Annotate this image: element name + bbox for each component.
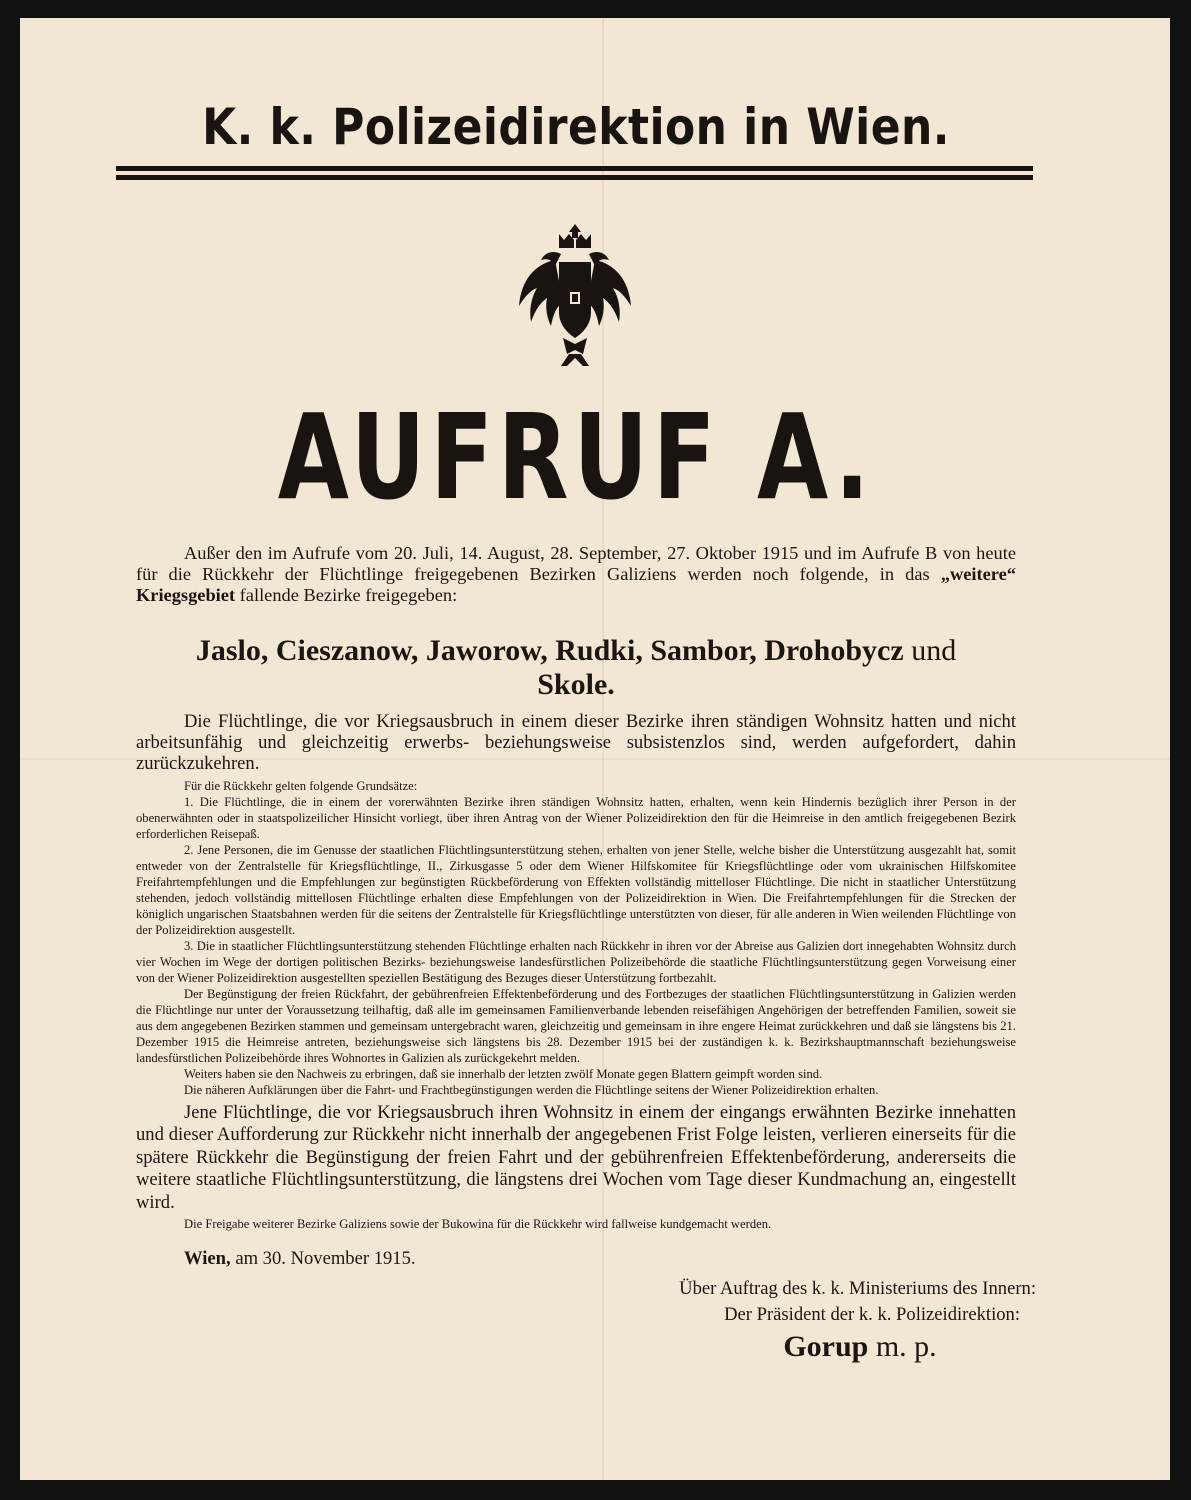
final-note: Die Freigabe weiterer Bezirke Galiziens sowie der Bukowina für die Rückkehr wird fallweise kundgemacht werden.	[184, 1217, 772, 1231]
district-conjunction: und	[903, 634, 957, 667]
issuer-header: K. k. Polizeidirektion in Wien.	[202, 98, 950, 156]
signature-title: Der Präsident der k. k. Polizeidirektion:	[724, 1304, 1020, 1325]
district-names: Jaslo, Cieszanow, Jaworow, Rudki, Sambor, Drohobycz	[195, 634, 904, 667]
principle-info: Die näheren Aufklärungen über die Fahrt- und Frachtbegünstigungen werden die Flüchtlinge seitens der Wiener Polizeidirektion erhalten.	[184, 1083, 879, 1097]
principle-3: 3. Die in staatlicher Flüchtlingsunterstützung stehenden Flüchtlinge erhalten nach Rückkehr in ihren vor der Abreise aus Galizien dort innegehabten Wohnsitz durch vier Wochen im Wege der dortigen politischen Bezirks- beziehungsweise landesfürstlichen Polizeibehörde die staatliche Flüchtlingsunterstützung gegen Vorweisung einer von der Wiener Polizeidirektion ausgestellten speziellen Bestätigung des Bezuges dieser Unterstützung fortbezahlt.	[136, 939, 1016, 985]
intro-text-2: fallende Bezirke freigegeben:	[235, 585, 458, 605]
header-rule-bottom	[116, 175, 1033, 180]
date-line	[184, 1248, 416, 1270]
intro-bold-term: „weitere“ Kriegsgebiet	[136, 564, 1016, 605]
district-list	[136, 634, 1016, 702]
header-rule-top	[116, 166, 1033, 171]
signature-name-line	[740, 1330, 980, 1364]
double-headed-eagle-icon	[515, 220, 635, 370]
principle-conditions: Der Begünstigung der freien Rückfahrt, der gebührenfreien Effektenbeförderung und des Fortbezuges der staatlichen Flüchtlingsunterstützung in Galizien werden die Flüchtlinge nur unter der Voraussetzung teilhaftig, daß alle im gemeinsamen Familienverbande lebenden reisefähigen Angehörigen der betreffenden Familien, soweit sie aus dem angegebenen Bezirken stammen und gemeinsam untergebracht waren, gleichzeitig und gemeinsam in ihre engere Heimat zurückkehren und daß sie längstens bis 21. Dezember 1915 die Heimreise antreten, beziehungsweise sich längstens bis 28. Dezember 1915 bei der zuständigen k. k. Bezirkshauptmannschaft beziehungsweise landesfürstlichen Polizeibehörde ihres Wohnortes in Galizien als zurückgekehrt melden.	[136, 987, 1016, 1065]
signature-authority: Über Auftrag des k. k. Ministeriums des Innern:	[679, 1278, 1036, 1299]
principle-1: 1. Die Flüchtlinge, die in einem der vorerwähnten Bezirke ihren ständigen Wohnsitz hatten, erhalten, wenn kein Hindernis bezüglich ihrer Person in der obenerwähnten oder in staatspolizeilicher Hinsicht vorliegt, über ihren Antrag von der Wiener Polizeidirektion den für die Heimreise in den amtlich freigegebenen Bezirk erforderlichen Reisepaß.	[136, 795, 1016, 841]
intro-paragraph	[136, 543, 1016, 606]
principle-2: 2. Jene Personen, die im Genusse der staatlichen Flüchtlingsunterstützung stehen, erhalten von jener Stelle, welche bisher die Unterstützung ausgezahlt hat, somit entweder von der Zentralstelle für Kriegsflüchtlinge, II., Zirkusgasse 5 oder dem Wiener Hilfskomitee für Kriegsflüchtlinge oder vom ukrainischen Hilfskomitee Freifahrtempfehlungen und die Empfehlungen zur begünstigten Rückbeförderung von Effekten vollständig mittelloser Flüchtlinge. Die nicht in staatlicher Unterstützung stehenden, jedoch vollständig mittellosen Flüchtlinge erhalten diese Empfehlungen von der Polizeidirektion in Wien. Die Freifahrtempfehlungen für die Strecken der königlich ungarischen Staatsbahnen werden für die seitens der Zentralstelle für Kriegsflüchtlinge unterstützten von dieser, für alle anderen in Wien weilenden Flüchtlinge von der Polizeidirektion ausgestellt.	[136, 843, 1016, 937]
district-last: Skole.	[537, 668, 615, 701]
principles-intro: Für die Rückkehr gelten folgende Grundsätze:	[184, 779, 418, 793]
aufruf-title: AUFRUF A.	[277, 388, 875, 526]
intro-text-1: Außer den im Aufrufe vom 20. Juli, 14. August, 28. September, 27. Oktober 1915 und im Aufrufe B von heute für die Rückkehr der Flüchtlinge freigegebenen Bezirken Galiziens werden noch folgende, in das	[136, 543, 1016, 584]
date-rest: am 30. November 1915.	[230, 1248, 416, 1269]
return-call-paragraph: Die Flüchtlinge, die vor Kriegsausbruch in einem dieser Bezirke ihren ständigen Wohnsitz hatten und nicht arbeitsunfähig und gleichzeitig erwerbs- beziehungsweise subsistenzlos sind, werden aufgefordert, dahin zurückzukehren.	[136, 711, 1016, 774]
consequence-paragraph: Jene Flüchtlinge, die vor Kriegsausbruch ihren Wohnsitz in einem der eingangs erwähnten Bezirke innehatten und dieser Aufforderung zur Rückkehr nicht innerhalb der angegebenen Frist Folge leisten, verlieren einerseits für die spätere Rückkehr die Begünstigung der freien Fahrt und der gebührenfreien Effektenbeförderung, andererseits die weitere staatliche Flüchtlingsunterstützung, die längstens drei Wochen vom Tage dieser Kundmachung an, eingestellt wird.	[136, 1102, 1016, 1213]
principles-section	[136, 778, 1016, 1098]
signature-name: Gorup	[783, 1330, 869, 1363]
principle-vaccination: Weiters haben sie den Nachweis zu erbringen, daß sie innerhalb der letzten zwölf Monate gegen Blattern geimpft worden sind.	[184, 1067, 823, 1081]
signature-suffix: m. p.	[868, 1330, 937, 1363]
date-place: Wien,	[184, 1248, 231, 1269]
